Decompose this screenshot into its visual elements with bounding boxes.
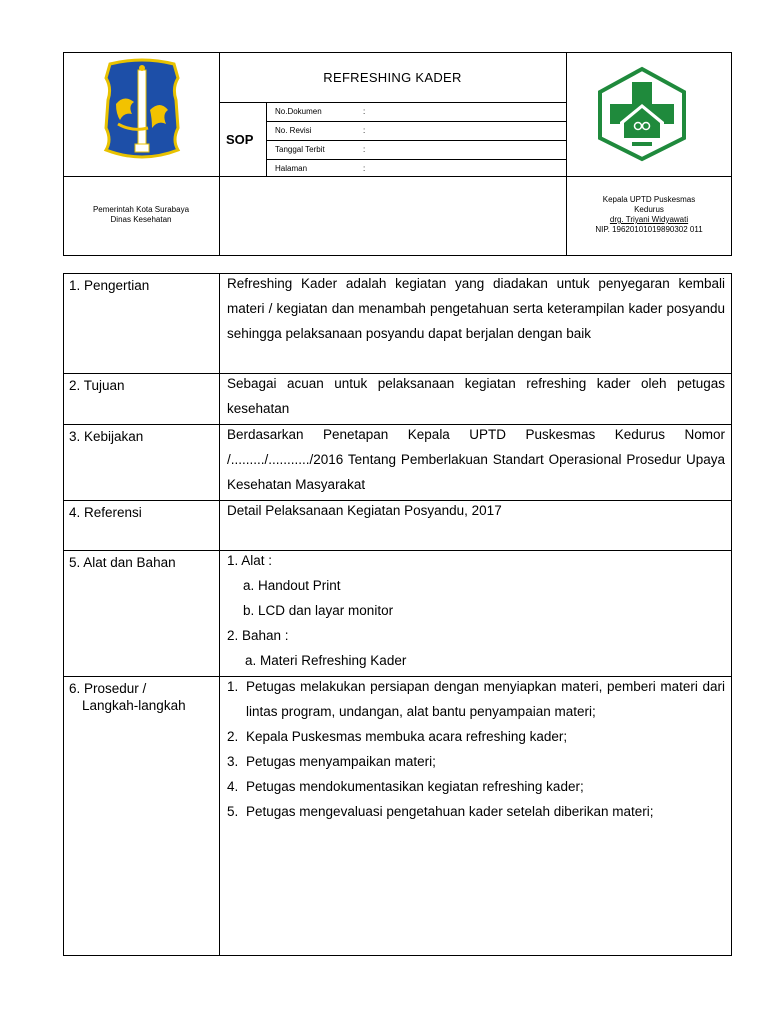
signer-name: drg. Triyani Widyawati [609, 215, 689, 224]
signer-line-1: Kepala UPTD Puskesmas [602, 195, 696, 204]
issuing-organization [63, 205, 219, 225]
section-label-alat-bahan: 5. Alat dan Bahan [69, 555, 176, 570]
document-title: REFRESHING KADER [323, 70, 462, 85]
pengertian-text: Refreshing Kader adalah kegiatan yang diadakan untuk penyegaran kembali materi / kegiatan dan menambah pengetahuan serta keterampilan kader posyandu sehingga pelaksanaan posyandu dapat berjalan dengan baik [227, 276, 725, 341]
section-label-pengertian: 1. Pengertian [69, 278, 150, 293]
procedure-step [227, 749, 725, 774]
doc-field-colon: : [363, 126, 366, 135]
puskesmas-logo-icon [596, 66, 688, 162]
section-body-referensi [220, 498, 732, 550]
doc-field-label: No.Dokumen [275, 107, 322, 116]
section-body-pengertian [220, 271, 732, 373]
section-body-alat-bahan [220, 548, 732, 676]
doc-field-colon: : [363, 164, 366, 173]
procedure-step [227, 724, 725, 749]
procedure-step [227, 774, 725, 799]
procedure-step [227, 674, 725, 724]
doc-field-label: Tanggal Terbit [275, 145, 325, 154]
city-emblem [102, 58, 182, 161]
sop-label: SOP [226, 132, 254, 147]
step-text: Petugas mengevaluasi pengetahuan kader setelah diberikan materi; [246, 804, 654, 819]
signer-block [566, 195, 732, 235]
doc-field-colon: : [363, 107, 366, 116]
step-number: 3. [227, 754, 239, 769]
doc-field-colon: : [363, 145, 366, 154]
doc-field-label: Halaman [275, 164, 308, 173]
step-number: 4. [227, 779, 239, 794]
doc-field-row [267, 140, 567, 160]
step-number: 2. [227, 729, 239, 744]
section-body-prosedur [220, 674, 732, 956]
puskesmas-logo [596, 66, 688, 162]
step-text: Petugas melakukan persiapan dengan menyiapkan materi, pemberi materi dari lintas program, undangan, alat bantu penyampaian materi; [246, 679, 725, 719]
kebijakan-text: Berdasarkan Penetapan Kepala UPTD Puskesmas Kedurus Nomor /........./.........../2016 Tentang Pemberlakuan Standart Operasional Prosedur Upaya Kesehatan Masyarakat [227, 427, 725, 492]
surabaya-emblem-icon [102, 58, 182, 161]
signer-nip: NIP. 19620101019890302 011 [595, 225, 703, 234]
tujuan-text: Sebagai acuan untuk pelaksanaan kegiatan refreshing kader oleh petugas kesehatan [227, 376, 725, 416]
step-number: 1. [227, 679, 239, 694]
step-text: Petugas mendokumentasikan kegiatan refreshing kader; [246, 779, 584, 794]
section-label-prosedur [63, 677, 219, 714]
referensi-text: Detail Pelaksanaan Kegiatan Posyandu, 2017 [227, 503, 502, 518]
alat-item: a. Handout Print [243, 578, 341, 593]
doc-field-label: No. Revisi [275, 126, 312, 135]
prosedur-label-line-1: 6. Prosedur / [69, 681, 147, 696]
step-number: 5. [227, 804, 239, 819]
section-label-referensi: 4. Referensi [69, 505, 142, 520]
step-text: Petugas menyampaikan materi; [246, 754, 436, 769]
org-line-2: Dinas Kesehatan [110, 215, 172, 224]
org-line-1: Pemerintah Kota Surabaya [92, 205, 190, 214]
alat-item: b. LCD dan layar monitor [243, 603, 394, 618]
prosedur-label-line-2: Langkah-langkah [82, 698, 186, 713]
step-text: Kepala Puskesmas membuka acara refreshing kader; [246, 729, 568, 744]
section-label-kebijakan: 3. Kebijakan [69, 429, 144, 444]
procedure-list [227, 674, 725, 824]
doc-field-row [267, 159, 567, 177]
doc-field-row [267, 121, 567, 141]
signer-line-2: Kedurus [634, 205, 664, 214]
doc-field-row [267, 102, 567, 122]
section-body-tujuan [220, 371, 732, 424]
bahan-item: a. Materi Refreshing Kader [245, 653, 407, 668]
alat-title: 1. Alat : [227, 553, 273, 568]
procedure-step [227, 799, 725, 824]
section-label-tujuan: 2. Tujuan [69, 378, 125, 393]
bahan-title: 2. Bahan : [227, 628, 289, 643]
section-body-kebijakan [220, 422, 732, 500]
